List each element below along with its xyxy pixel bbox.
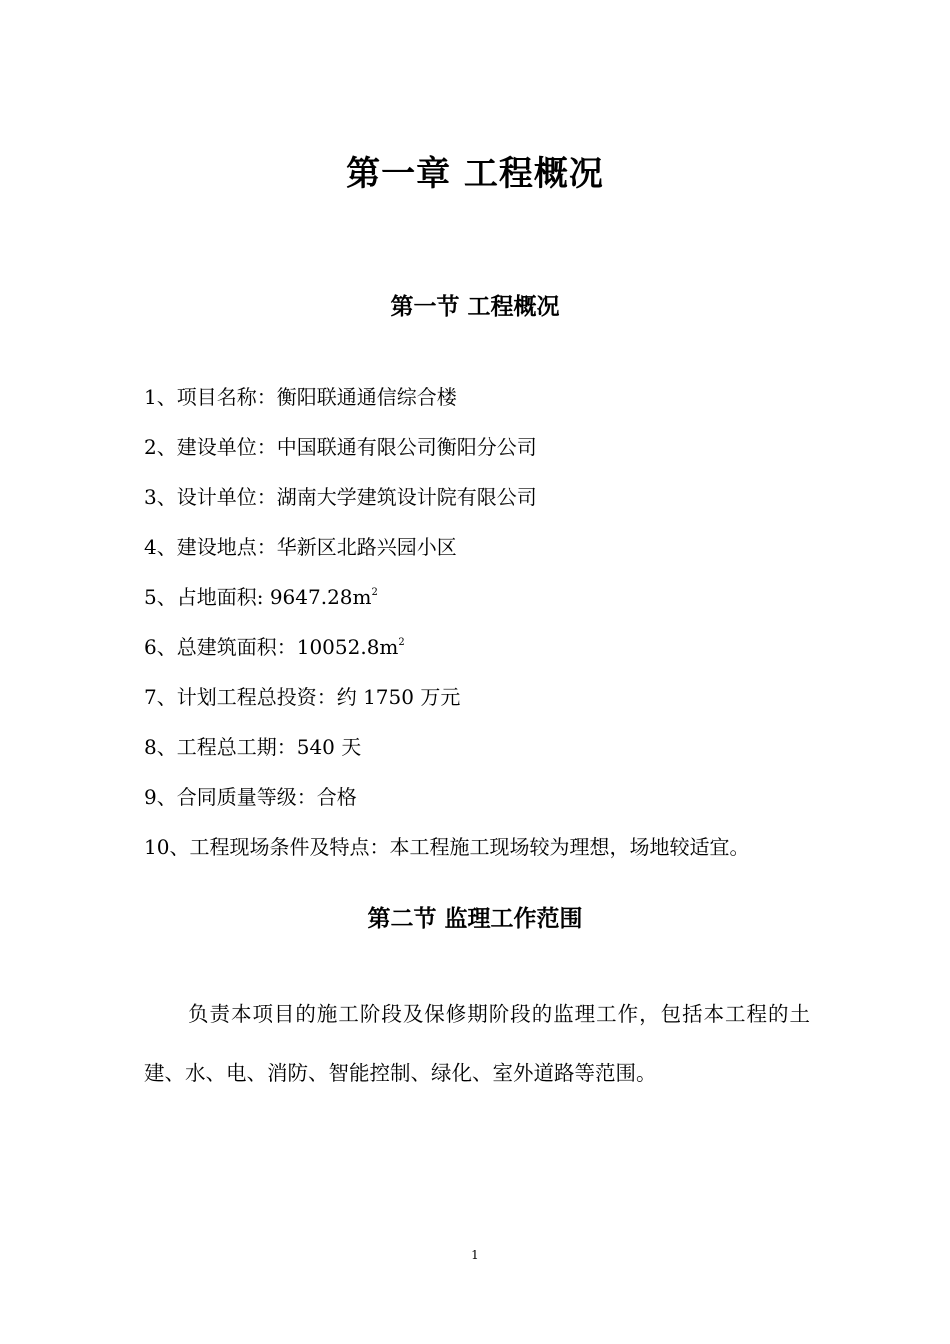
list-item [144,580,749,630]
section-title-scope: 第二节 监理工作范围 [367,906,583,932]
item-text: 1、项目名称：衡阳联通通信综合楼 [144,385,457,409]
list-item [144,530,749,580]
list-item [144,780,749,830]
scope-paragraph: 负责本项目的施工阶段及保修期阶段的监理工作，包括本工程的土建、水、电、消防、智能控制、绿化、室外道路等范围。 [144,1002,810,1085]
item-superscript: 2 [371,587,378,598]
list-item [144,480,749,530]
section-title-overview: 第一节 工程概况 [390,294,560,320]
chapter-title: 第一章 工程概况 [346,154,604,194]
item-text: 10、工程现场条件及特点：本工程施工现场较为理想，场地较适宜。 [144,835,750,859]
list-item [144,380,749,430]
list-item [144,430,749,480]
item-text: 8、工程总工期：540 天 [144,735,362,759]
list-item [144,730,749,780]
item-text: 7、计划工程总投资：约 1750 万元 [144,685,461,709]
item-superscript: 2 [398,637,405,648]
item-text: 9、合同质量等级：合格 [144,785,357,809]
list-item [144,630,749,680]
item-text: 5、占地面积: 9647.28m [144,585,372,609]
item-text: 3、设计单位：湖南大学建筑设计院有限公司 [144,485,537,509]
item-text: 2、建设单位：中国联通有限公司衡阳分公司 [144,435,537,459]
item-text: 4、建设地点：华新区北路兴园小区 [144,535,457,559]
page-number: 1 [471,1248,479,1262]
item-text: 6、总建筑面积：10052.8m [144,635,399,659]
list-item [144,680,749,730]
project-info-list [144,380,749,880]
list-item [144,830,749,880]
